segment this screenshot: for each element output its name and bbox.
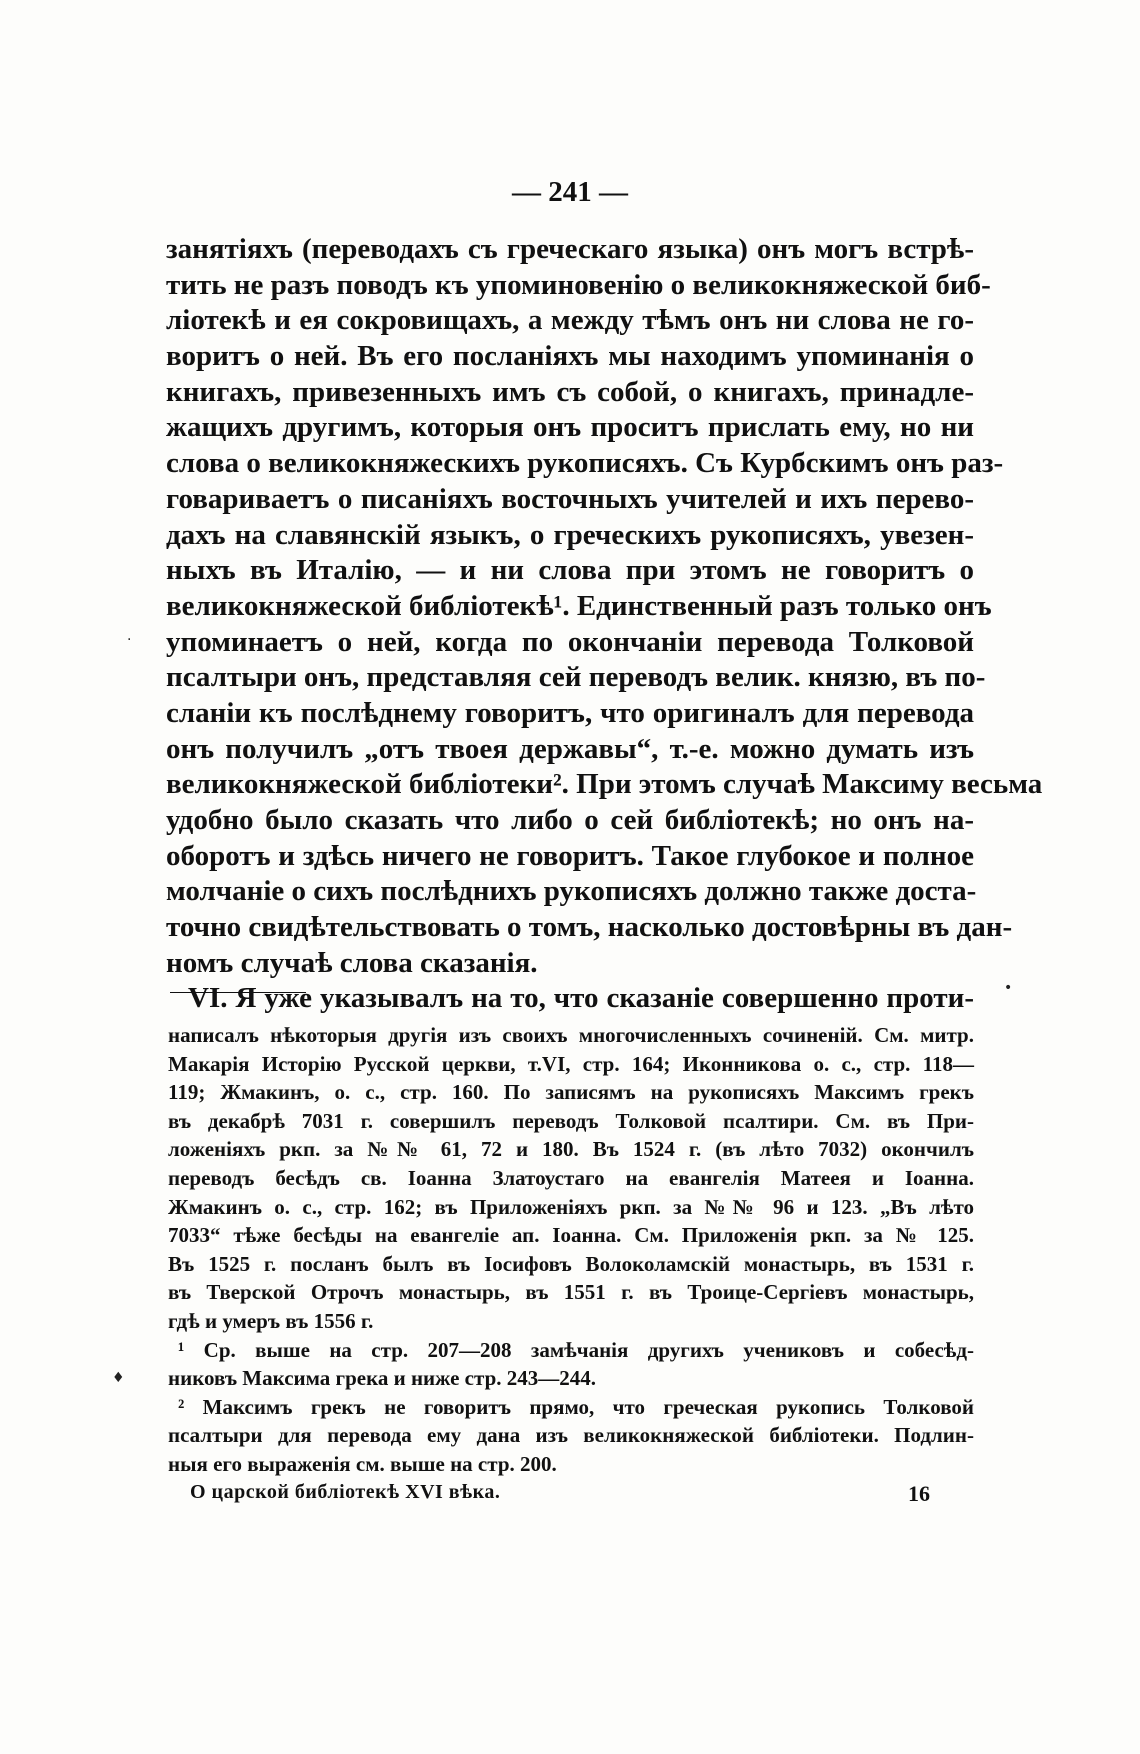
main-text: [166, 232, 1043, 1017]
footnote-2-line: псалтыри для перевода ему дана изъ великокняжеской библіотеки. Подлин-: [168, 1423, 974, 1448]
footnote-line: гдѣ и умеръ въ 1556 г.: [168, 1308, 374, 1333]
footnote-1-line: ¹ Ср. выше на стр. 207—208 замѣчанія другихъ учениковъ и собесѣд-: [178, 1337, 974, 1362]
footnote-line: въ декабрѣ 7031 г. совершилъ переводъ Толковой псалтири. См. въ При-: [168, 1108, 974, 1133]
body-line: занятіяхъ (переводахъ съ греческаго языка) онъ могъ встрѣ-: [166, 233, 974, 265]
footnote-line: въ Тверской Отрочъ монастырь, въ 1551 г. въ Троице-Сергіевъ монастырь,: [168, 1280, 974, 1305]
body-line: ліотекѣ и ея сокровищахъ, а между тѣмъ онъ ни слова не го-: [166, 304, 974, 337]
ink-speck: ·: [127, 632, 132, 648]
body-line: ныхъ въ Италію, — и ни слова при этомъ не говоритъ о: [166, 554, 974, 587]
body-line: воритъ о ней. Въ его посланіяхъ мы находимъ упоминанія о: [166, 340, 974, 373]
body-line: тить не разъ поводъ къ упоминовенію о великокняжеской биб-: [166, 268, 991, 301]
footnote-divider: [170, 992, 306, 993]
footnote-line: 119; Жмакинъ, о. с., стр. 160. По записямъ на рукописяхъ Максимъ грекъ: [168, 1080, 974, 1105]
body-line: упоминаетъ о ней, когда по окончаніи перевода Толковой: [166, 625, 974, 658]
signature-number: 16: [908, 1481, 930, 1506]
footnote-line: 7033“ тѣже бесѣды на евангеліе ап. Іоанна. См. Приложенія ркп. за № 125.: [168, 1223, 974, 1248]
section-heading-line: VI. Я уже указывалъ на то, что сказаніе совершенно проти-: [188, 982, 974, 1015]
footnote-line: написалъ нѣкоторыя другія изъ своихъ многочисленныхъ сочиненій. См. митр.: [168, 1023, 974, 1047]
footnote-line: переводъ бесѣдъ св. Іоанна Златоустаго на евангелія Матеея и Іоанна.: [168, 1165, 974, 1190]
body-line: точно свидѣтельствовать о томъ, насколько достовѣрны въ дан-: [166, 911, 1013, 944]
body-line: великокняжеской библіотекѣ¹. Единственный разъ только онъ: [166, 589, 992, 622]
footnote-2-line: ² Максимъ грекъ не говоритъ прямо, что греческая рукопись Толковой: [178, 1394, 974, 1419]
body-line: удобно было сказать что либо о сей библіотекѣ; но онъ на-: [166, 804, 974, 836]
body-line: оборотъ и здѣсь ничего не говоритъ. Такое глубокое и полное: [166, 839, 974, 872]
body-line: молчаніе о сихъ послѣднихъ рукописяхъ должно также доста-: [166, 875, 977, 908]
footnote-line: ложеніяхъ ркп. за №№ 61, 72 и 180. Въ 1524 г. (въ лѣто 7032) окончилъ: [168, 1137, 974, 1162]
footnote-2-line: ныя его выраженія см. выше на стр. 200.: [168, 1451, 557, 1476]
body-line: книгахъ, привезенныхъ имъ съ собой, о книгахъ, принадле-: [166, 375, 974, 408]
body-line: псалтыри онъ, представляя сей переводъ велик. князю, въ по-: [166, 661, 986, 694]
body-line: дахъ на славянскій языкъ, о греческихъ рукописяхъ, увезен-: [166, 518, 974, 551]
body-line: говариваетъ о писаніяхъ восточныхъ учителей и ихъ перево-: [166, 482, 974, 515]
body-line: сланіи къ послѣднему говоритъ, что оригиналъ для перевода: [166, 696, 974, 729]
footnote-line: Жмакинъ о. с., стр. 162; въ Приложеніяхъ ркп. за №№ 96 и 123. „Въ лѣто: [168, 1194, 974, 1219]
ink-speck: •: [1004, 980, 1013, 996]
page-number: — 241 —: [512, 176, 628, 208]
footnote-line: Въ 1525 г. посланъ былъ въ Іосифовъ Волоколамскій монастырь, въ 1531 г.: [168, 1251, 974, 1276]
body-line: жащихъ другимъ, которыя онъ проситъ прислать ему, но ни: [166, 411, 974, 444]
body-line: слова о великокняжескихъ рукописяхъ. Съ Курбскимъ онъ раз-: [166, 447, 1004, 480]
body-line: онъ получилъ „отъ твоея державы“, т.-е. можно думать изъ: [166, 732, 974, 765]
ink-speck: ♦: [112, 1370, 125, 1386]
footnote-line: Макарія Исторію Русской церкви, т.VI, стр. 164; Иконникова о. с., стр. 118—: [168, 1051, 974, 1076]
running-footer-title: О царской библіотекѣ XVI вѣка.: [190, 1481, 501, 1503]
body-line: номъ случаѣ слова сказанія.: [166, 946, 538, 979]
body-line: великокняжеской библіотеки². При этомъ случаѣ Максиму весьма: [166, 768, 1043, 801]
footnote-1-line: никовъ Максима грека и ниже стр. 243—244.: [168, 1366, 596, 1391]
footnotes: [168, 1021, 974, 1479]
